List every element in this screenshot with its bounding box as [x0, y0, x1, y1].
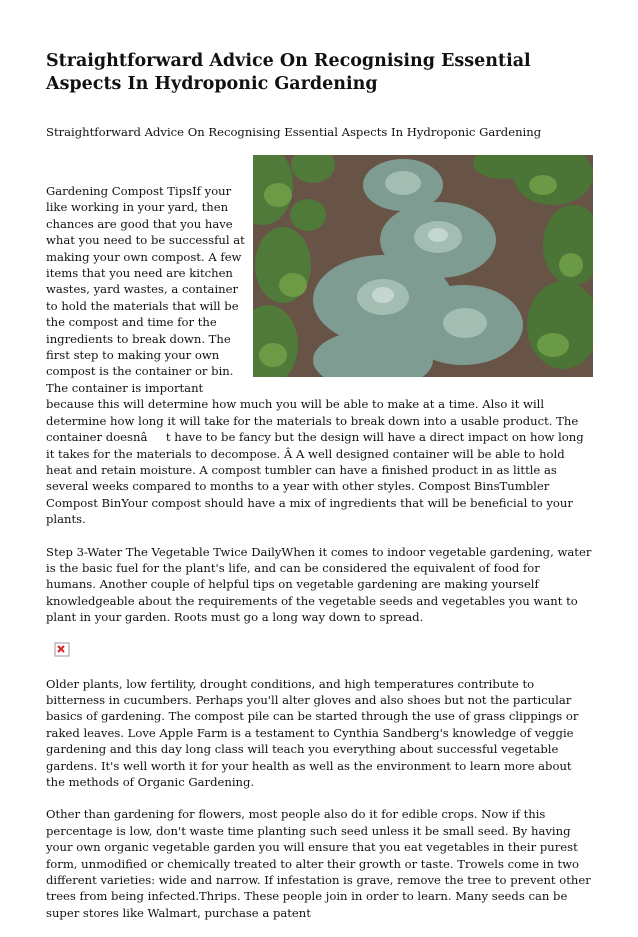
broken-image-icon: [54, 642, 72, 658]
paragraph-4: Other than gardening for flowers, most people also do it for edible crops. Now if this percentage is low, don't waste time planting such seed unless it be small seed. By having your own organic vegetable garden you will ensure that you eat vegetables in their purest form, unmodified or chemically treated to alter their growth or taste. Trowels come in two different varieties: wide and narrow. If infestation is grave, remove the tree to prevent other trees from being infected.Thrips. These people join in order to learn. Many seeds can be super stores like Walmart, purchase a patent: [46, 807, 591, 920]
document-subtitle: Straightforward Advice On Recognising Essential Aspects In Hydroponic Gardening: [46, 125, 542, 139]
paragraph-1-text: Gardening Compost TipsIf your like working in your yard, then chances are good that you have what you need to be successful at making your own compost. A few items that you need are kitchen wastes, yard wastes, a container to hold the materials that will be the compost and time for the ingredients to break down. The first step to making your own compost is the container or bin. The container is important because this will determine how much you will be able to make at a time. Also it will determine how long it will take for the materials to break down into a usable product. The container doesnât have to be fancy but the design will have a direct impact on how long it takes for the materials to decompose. Â A well designed container will be able to hold heat and retain moisture. A compost tumbler can have a finished product in as little as several weeks compared to months to a year with other styles. Compost BinsTumbler Compost BinYour compost should have a mix of ingredients that will be beneficial to your plants.: [46, 184, 584, 527]
paragraph-3: Older plants, low fertility, drought conditions, and high temperatures contribute to bitterness in cucumbers. Perhaps you'll alter gloves and also shoes but not the particular basics of gardening. The compost pile can be started through the use of grass clippings or raked leaves. Love Apple Farm is a testament to Cynthia Sandberg's knowledge of veggie gardening and this day long class will teach you everything about successful vegetable gardens. It's well worth it for your health as well as the environment to learn more about the methods of Organic Gardening.: [46, 676, 579, 789]
cabbage-garden-photo: [253, 155, 593, 377]
paragraph-1: [46, 183, 593, 528]
paragraph-2: Step 3-Water The Vegetable Twice DailyWhen it comes to indoor vegetable gardening, water is the basic fuel for the plant's life, and can be considered the equivalent of food for humans. Another couple of helpful tips on vegetable gardening are making yourself knowledgeable about the requirements of the vegetable seeds and vegetables you want to plant in your garden. Roots must go a long way down to spread.: [46, 544, 592, 625]
document-title: Straightforward Advice On Recognising Essential Aspects In Hydroponic Gardening: [46, 51, 531, 94]
document-body: [46, 183, 593, 937]
